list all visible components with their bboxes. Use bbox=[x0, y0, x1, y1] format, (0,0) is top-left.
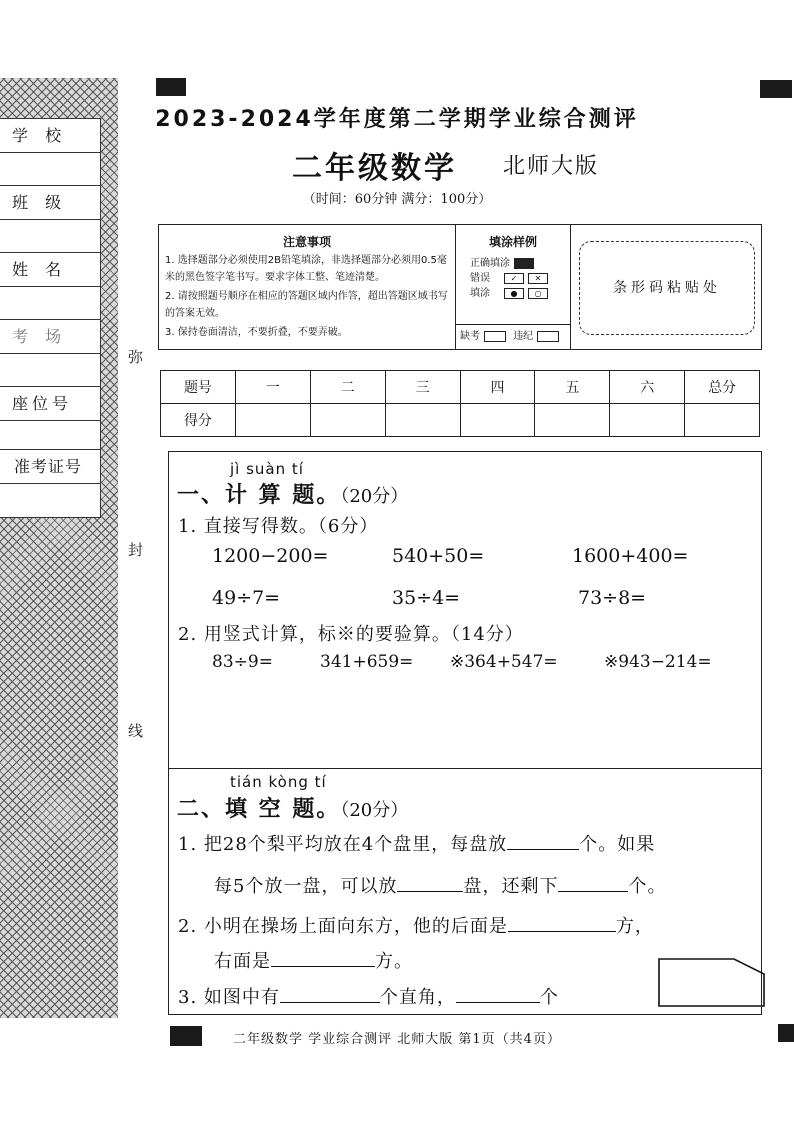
score-table bbox=[160, 370, 760, 437]
notice-rule-3: 3. 保持卷面清洁，不要折叠，不要弄破。 bbox=[165, 327, 348, 338]
section2-q1-line2: 每5个放一盘，可以放 盘，还剩下 个。 bbox=[214, 876, 667, 897]
exam-title: 2023-2024学年度第二学期学业综合测评 bbox=[155, 107, 639, 132]
seal-char-feng: 封 bbox=[128, 541, 144, 559]
score-table-score-row bbox=[161, 404, 760, 437]
expr: ※364+547= bbox=[450, 652, 558, 672]
seat-field[interactable]: 座位号 bbox=[0, 387, 100, 421]
answer-blank[interactable] bbox=[397, 875, 463, 892]
section2-title: 二、填 空 题。（20分） bbox=[177, 796, 409, 822]
absent-violation-row: 缺考 违纪 bbox=[456, 324, 570, 349]
school-field[interactable]: 学 校 bbox=[0, 119, 100, 153]
section2-q2-line2: 右面是 方。 bbox=[214, 951, 413, 972]
expr: 49÷7= bbox=[212, 587, 281, 609]
expr: 1600+400= bbox=[572, 545, 689, 567]
answer-blank[interactable] bbox=[280, 986, 380, 1003]
admission-blank[interactable] bbox=[0, 484, 100, 516]
score-header-cell: 六 bbox=[610, 371, 685, 404]
section-divider bbox=[168, 768, 762, 769]
check-box-icon: ✓ bbox=[504, 273, 524, 284]
filled-box-icon bbox=[514, 258, 534, 269]
score-cell[interactable] bbox=[535, 404, 610, 437]
fill-sample-panel bbox=[456, 225, 571, 349]
notice-rules bbox=[159, 225, 456, 349]
score-header-cell: 总分 bbox=[685, 371, 760, 404]
edition-label: 北师大版 bbox=[503, 154, 600, 179]
expr: 73÷8= bbox=[578, 587, 647, 609]
score-cell[interactable] bbox=[685, 404, 760, 437]
section2-q2-line1: 2. 小明在操场上面向东方，他的后面是 方， bbox=[178, 916, 654, 937]
section2-q1-line1: 1. 把28个梨平均放在4个盘里，每盘放 个。如果 bbox=[178, 834, 656, 855]
wrong-fill-row: 错误 ✓ ✕ bbox=[470, 271, 570, 286]
circle-box-icon: ○ bbox=[528, 288, 548, 299]
score-header-cell: 题号 bbox=[161, 371, 236, 404]
notice-box bbox=[158, 224, 762, 350]
score-cell[interactable] bbox=[235, 404, 310, 437]
section2-q3-line1: 3. 如图中有 个直角， 个 bbox=[178, 987, 559, 1008]
corner-marker-top-left bbox=[156, 78, 186, 96]
notice-title: 注意事项 bbox=[282, 235, 331, 249]
answer-blank[interactable] bbox=[507, 833, 579, 850]
dot-box-icon: ● bbox=[504, 288, 524, 299]
admission-field[interactable]: 准考证号 bbox=[0, 450, 100, 484]
exam-room-blank[interactable] bbox=[0, 354, 100, 387]
time-info: （时间：60分钟 满分：100分） bbox=[302, 192, 492, 207]
absent-checkbox[interactable] bbox=[484, 331, 506, 342]
score-cell[interactable] bbox=[610, 404, 685, 437]
expr: 341+659= bbox=[320, 652, 414, 672]
score-cell[interactable] bbox=[460, 404, 535, 437]
score-header-cell: 三 bbox=[385, 371, 460, 404]
notice-rule-2: 2. 请按照题号顺序在相应的答题区域内作答，超出答题区域书写的答案无效。 bbox=[165, 291, 448, 319]
name-blank[interactable] bbox=[0, 287, 100, 320]
seal-char-xian: 线 bbox=[128, 722, 144, 740]
class-field[interactable]: 班 级 bbox=[0, 186, 100, 220]
score-cell[interactable] bbox=[310, 404, 385, 437]
pentagon-figure bbox=[656, 956, 768, 1010]
score-header-cell: 五 bbox=[535, 371, 610, 404]
notice-rule-1: 1. 选择题部分必须使用2B铅笔填涂，非选择题部分必须用0.5毫米的黑色签字笔书写。要求字体工整、笔迹清楚。 bbox=[165, 255, 447, 283]
wrong-fill-row-2: 填涂 ● ○ bbox=[470, 286, 570, 301]
subject-title: 二年级数学 bbox=[292, 151, 457, 186]
section1-title: 一、计 算 题。（20分） bbox=[177, 482, 409, 508]
violation-checkbox[interactable] bbox=[537, 331, 559, 342]
section2-pinyin: tián kòng tí bbox=[230, 773, 327, 791]
section1-q1: 1. 直接写得数。（6分） bbox=[178, 516, 379, 537]
page-footer: 二年级数学 学业综合测评 北师大版 第1页（共4页） bbox=[233, 1032, 561, 1047]
score-cell[interactable] bbox=[385, 404, 460, 437]
score-header-cell: 一 bbox=[235, 371, 310, 404]
student-info-box bbox=[0, 118, 101, 518]
expr: 83÷9= bbox=[212, 652, 273, 672]
score-header-cell: 二 bbox=[310, 371, 385, 404]
seal-char-mi: 弥 bbox=[128, 348, 144, 366]
barcode-placeholder: 条形码粘贴处 bbox=[579, 241, 755, 335]
answer-blank[interactable] bbox=[456, 986, 540, 1003]
expr: ※943−214= bbox=[604, 652, 712, 672]
section1-q2: 2. 用竖式计算，标※的要验算。（14分） bbox=[178, 624, 524, 645]
section1-pinyin: jì suàn tí bbox=[230, 460, 304, 478]
seat-blank[interactable] bbox=[0, 421, 100, 450]
barcode-area bbox=[571, 225, 761, 349]
score-header-cell: 四 bbox=[460, 371, 535, 404]
cross-box-icon: ✕ bbox=[528, 273, 548, 284]
corner-marker-top-right bbox=[760, 80, 792, 98]
score-row-label: 得分 bbox=[161, 404, 236, 437]
school-blank[interactable] bbox=[0, 153, 100, 186]
expr: 35÷4= bbox=[392, 587, 461, 609]
expr: 540+50= bbox=[392, 545, 485, 567]
class-blank[interactable] bbox=[0, 220, 100, 253]
answer-blank[interactable] bbox=[271, 950, 375, 967]
answer-blank[interactable] bbox=[508, 915, 616, 932]
fill-sample-title: 填涂样例 bbox=[488, 235, 537, 249]
name-field[interactable]: 姓 名 bbox=[0, 253, 100, 287]
score-table-header-row bbox=[161, 371, 760, 404]
correct-fill-row: 正确填涂 bbox=[470, 256, 570, 271]
answer-blank[interactable] bbox=[558, 875, 628, 892]
expr: 1200−200= bbox=[212, 545, 329, 567]
exam-room-field[interactable]: 考 场 bbox=[0, 320, 100, 354]
